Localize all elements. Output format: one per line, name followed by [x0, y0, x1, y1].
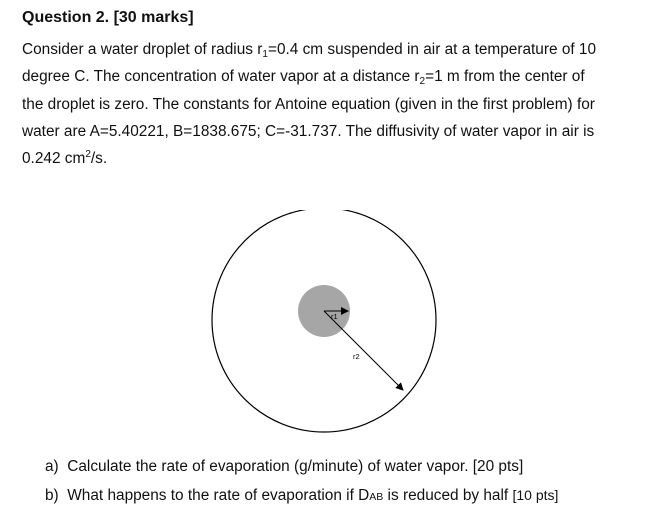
problem-line-3: the droplet is zero. The constants for Antoine equation (given in the first problem) for	[22, 96, 595, 113]
superscript-2: 2	[85, 149, 91, 160]
question-a	[45, 458, 523, 476]
text-segment: 0.242 cm	[22, 150, 86, 167]
question-b-marker: b)	[45, 487, 59, 504]
subscript-ab: AB	[369, 491, 384, 503]
problem-line-1	[22, 41, 596, 59]
problem-line-5	[22, 150, 107, 168]
question-a-text: Calculate the rate of evaporation (g/minute) of water vapor. [20 pts]	[67, 458, 524, 475]
question-b-text-cont: is reduced by half	[383, 487, 513, 504]
r2-label: r2	[353, 352, 360, 361]
subscript-2: 2	[419, 76, 426, 87]
text-segment: Consider a water droplet of radius r	[22, 41, 263, 58]
subscript-1: 1	[262, 49, 268, 60]
problem-line-4: water are A=5.40221, B=1838.675; C=-31.737. The diffusivity of water vapor in air is	[22, 123, 595, 140]
question-heading: Question 2. [30 marks]	[22, 9, 194, 26]
question-b	[45, 487, 558, 505]
droplet-diagram	[200, 210, 450, 440]
problem-line-2	[22, 68, 585, 86]
question-b-text: What happens to the rate of evaporation if D	[67, 487, 370, 504]
text-segment: degree C. The concentration of water vapor at a distance r	[22, 68, 420, 85]
question-b-points: [10 pts]	[512, 487, 559, 503]
text-segment: =0.4 cm suspended in air at a temperature of 10	[267, 41, 597, 58]
text-segment: /s.	[90, 150, 108, 167]
text-segment: =1 m from the center of	[425, 68, 585, 85]
r1-label: r1	[331, 312, 338, 321]
question-a-marker: a)	[45, 458, 59, 475]
r2-arrow	[324, 311, 403, 390]
